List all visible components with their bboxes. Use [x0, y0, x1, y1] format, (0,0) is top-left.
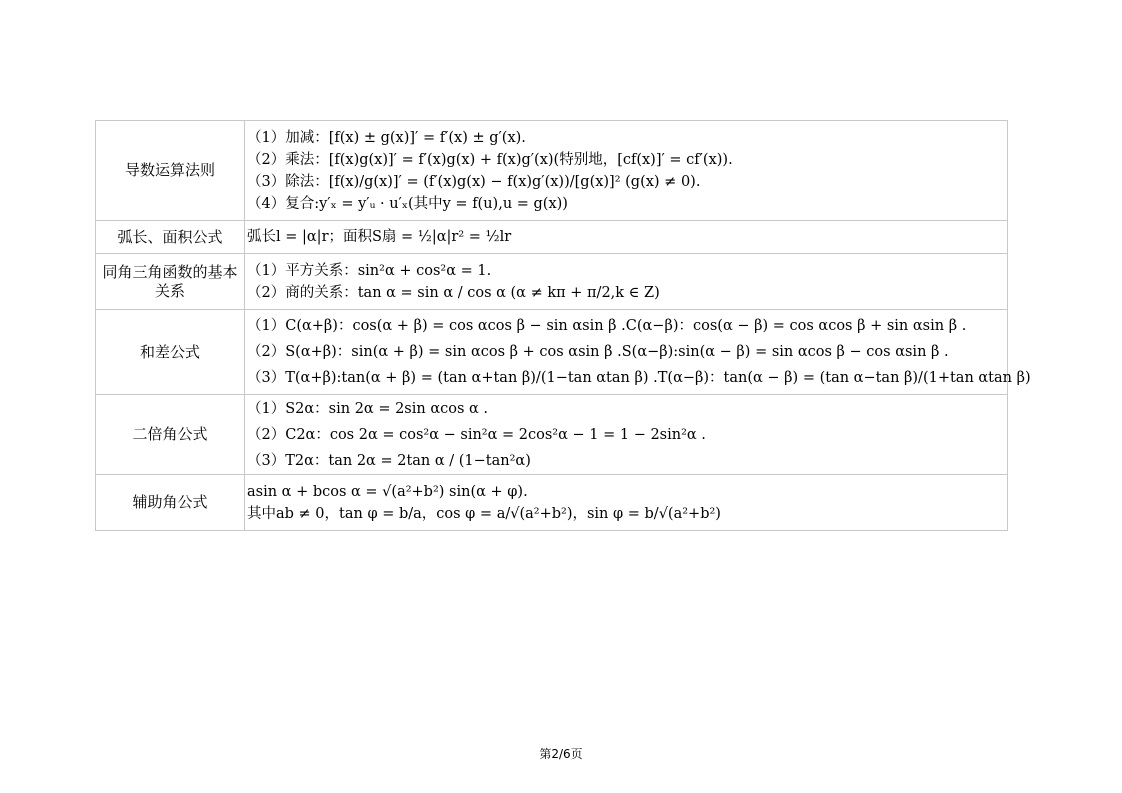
table-row	[96, 221, 1008, 254]
formula-line: 弧长l = |α|r；面积S扇 = ½|α|r² = ½lr	[247, 229, 512, 245]
table-row	[96, 310, 1008, 395]
formula-line: （4）复合:y′ₓ = y′ᵤ · u′ₓ(其中y = f(u),u = g(x))	[247, 195, 568, 212]
row-content	[245, 221, 1008, 254]
row-content	[245, 475, 1008, 531]
page-number: 第2/6页	[539, 747, 583, 761]
row-category: 二倍角公式	[96, 395, 245, 475]
formula-line: （1）平方关系：sin²α + cos²α = 1.	[247, 262, 492, 279]
formula-line: （2）商的关系：tan α = sin α / cos α (α ≠ kπ + π/2,k ∈ Z)	[247, 284, 660, 301]
table-row	[96, 475, 1008, 531]
formula-line: （2）C2α：cos 2α = cos²α − sin²α = 2cos²α − 1 = 1 − 2sin²α .	[247, 426, 706, 443]
formula-line: （3）T(α+β):tan(α + β) = (tan α+tan β)/(1−tan αtan β) .T(α−β)：tan(α − β) = (tan α−tan β)/(1+tan αtan β)	[247, 370, 1031, 386]
row-content	[245, 254, 1008, 310]
formula-line: （1）S2α：sin 2α = 2sin αcos α .	[247, 400, 489, 417]
formula-line: （1）加减：[f(x) ± g(x)]′ = f′(x) ± g′(x).	[247, 129, 526, 146]
formula-line: （3）除法：[f(x)/g(x)]′ = (f′(x)g(x) − f(x)g′(x))/[g(x)]² (g(x) ≠ 0).	[247, 173, 701, 190]
formula-line: （2）S(α+β)：sin(α + β) = sin αcos β + cos αsin β .S(α−β):sin(α − β) = sin αcos β − cos αsin β .	[247, 344, 949, 360]
row-category: 和差公式	[96, 310, 245, 395]
formula-line: （2）乘法：[f(x)g(x)]′ = f′(x)g(x) + f(x)g′(x)(特别地，[cf(x)]′ = cf′(x)).	[247, 151, 733, 168]
row-content	[245, 310, 1031, 395]
formula-line: （3）T2α：tan 2α = 2tan α / (1−tan²α)	[247, 452, 531, 469]
row-category: 同角三角函数的基本关系	[96, 254, 245, 310]
row-category: 导数运算法则	[96, 121, 245, 221]
formula-line: （1）C(α+β)：cos(α + β) = cos αcos β − sin αsin β .C(α−β)：cos(α − β) = cos αcos β + sin αsin β .	[247, 318, 967, 334]
row-content	[245, 395, 1008, 475]
formula-line: asin α + bcos α = √(a²+b²) sin(α + φ).	[247, 483, 528, 500]
row-content	[245, 121, 1008, 221]
table-row	[96, 121, 1008, 221]
formula-table	[95, 120, 1031, 531]
table-row	[96, 395, 1008, 475]
row-category: 辅助角公式	[96, 475, 245, 531]
row-category: 弧长、面积公式	[96, 221, 245, 254]
formula-line: 其中ab ≠ 0，tan φ = b/a，cos φ = a/√(a²+b²)，sin φ = b/√(a²+b²)	[247, 505, 721, 522]
table-row	[96, 254, 1008, 310]
